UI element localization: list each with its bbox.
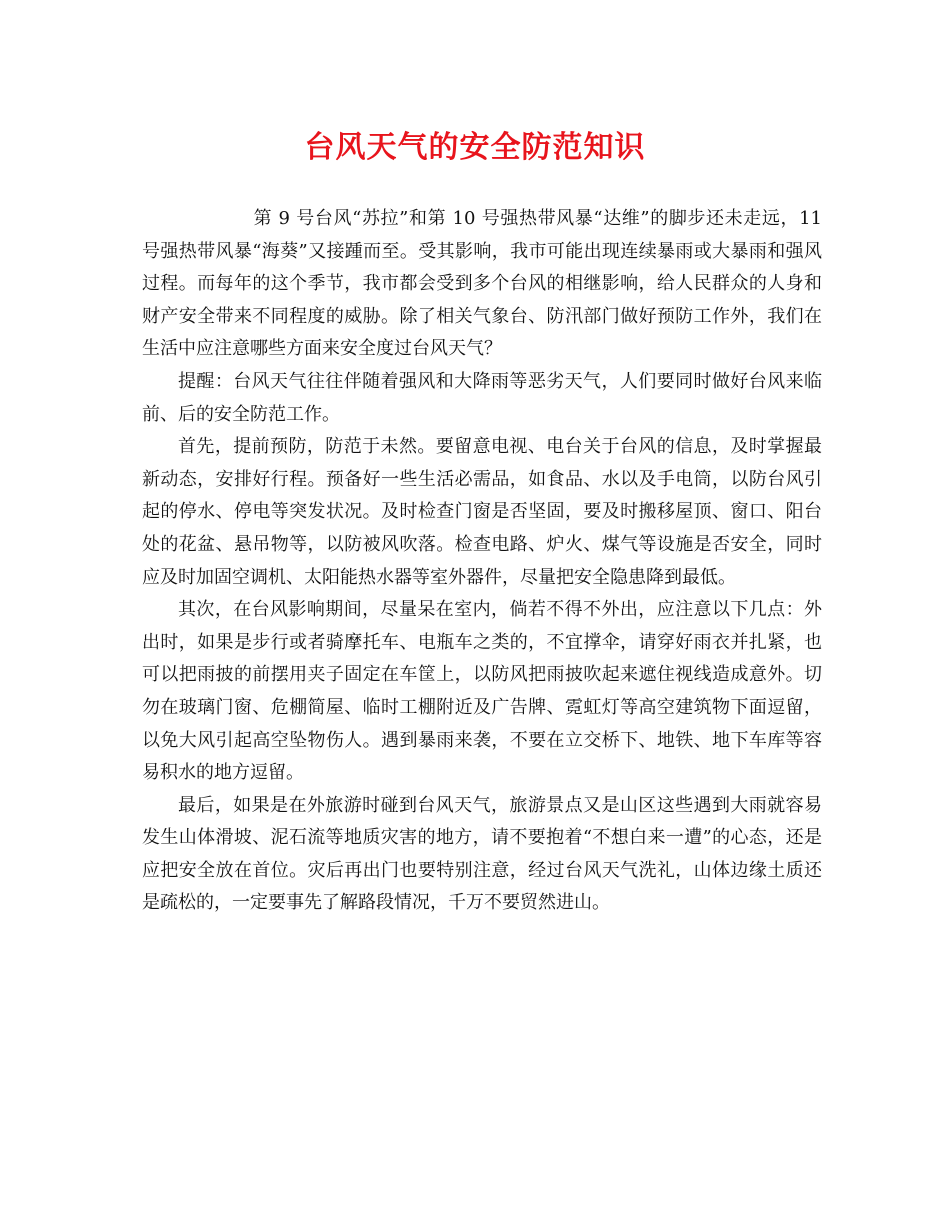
document-title: 台风天气的安全防范知识 — [304, 130, 646, 165]
paragraph-last-travel: 最后，如果是在外旅游时碰到台风天气，旅游景点又是山区这些遇到大雨就容易发生山体滑坡、泥石流等地质灾害的地方，请不要抱着“不想白来一遭”的心态，还是应把安全放在首位。灾后再出门也要特别注意，经过台风天气洗礼，山体边缘土质还是疏松的，一定要事先了解路段情况，千万不要贸然进山。 — [142, 794, 822, 914]
paragraph-intro: 第 9 号台风“苏拉”和第 10 号强热带风暴“达维”的脚步还未走远，11 号强热带风暴“海葵”又接踵而至。受其影响，我市可能出现连续暴雨或大暴雨和强风过程。而每年的这个季节，我市都会受到多个台风的相继影响，给人民群众的人身和财产安全带来不同程度的威胁。除了相关气象台、防汛部门做好预防工作外，我们在生活中应注意哪些方面来安全度过台风天气？ — [142, 208, 822, 360]
paragraph-second-during-typhoon: 其次，在台风影响期间，尽量呆在室内，倘若不得不外出，应注意以下几点：外出时，如果是步行或者骑摩托车、电瓶车之类的，不宜撑伞，请穿好雨衣并扎紧，也可以把雨披的前摆用夹子固定在车筐上，以防风把雨披吹起来遮住视线造成意外。切勿在玻璃门窗、危棚简屋、临时工棚附近及广告牌、霓虹灯等高空建筑物下面逗留，以免大风引起高空坠物伤人。遇到暴雨来袭，不要在立交桥下、地铁、地下车库等容易积水的地方逗留。 — [142, 599, 822, 784]
paragraph-reminder: 提醒：台风天气往往伴随着强风和大降雨等恶劣天气，人们要同时做好台风来临前、后的安全防范工作。 — [142, 370, 822, 425]
paragraph-first-prevention: 首先，提前预防，防范于未然。要留意电视、电台关于台风的信息，及时掌握最新动态，安排好行程。预备好一些生活必需品，如食品、水以及手电筒，以防台风引起的停水、停电等突发状况。及时检查门窗是否坚固，要及时搬移屋顶、窗口、阳台处的花盆、悬吊物等，以防被风吹落。检查电路、炉火、煤气等设施是否安全，同时应及时加固空调机、太阳能热水器等室外器件，尽量把安全隐患降到最低。 — [142, 436, 822, 588]
document-body — [142, 203, 822, 920]
